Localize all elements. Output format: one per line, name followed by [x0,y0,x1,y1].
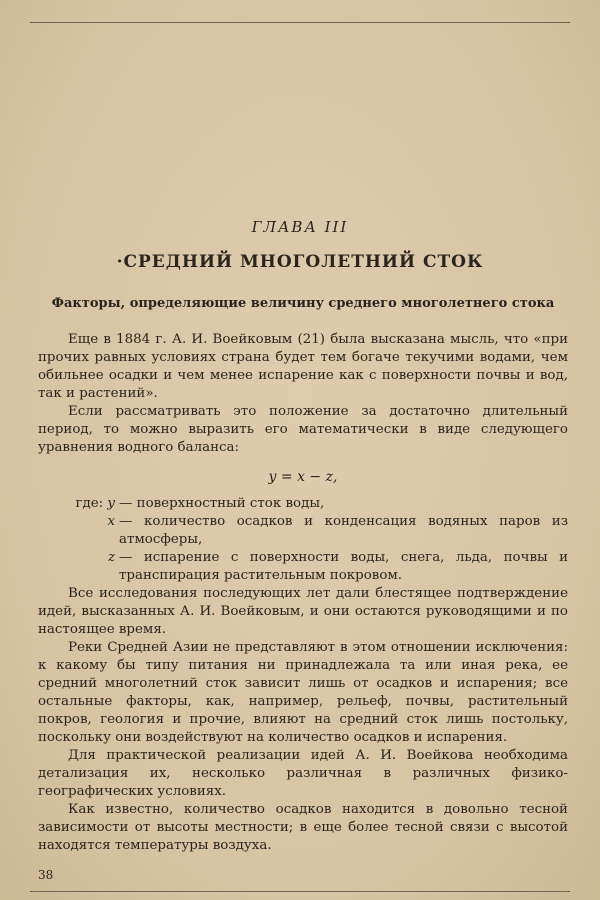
water-balance-equation: y = x − z, [268,469,338,485]
chapter-title: ·СРЕДНИЙ МНОГОЛЕТНИЙ СТОК [116,252,484,272]
paragraph-4: Реки Средней Азии не представляют в этом отношении исключения: к какому бы типу питания ни принадлежала та или иная река, ее средний многолетний сток зависит лишь от осадков и испарения; все остальные факторы, как, например, рельеф, почвы, растительный покров, геология и прочие, влияют на средний сток лишь постольку, поскольку они воздействуют на количество осадков и испарения. [38,640,568,745]
definition-y-text: — поверхностный сток воды, [119,496,325,511]
bottom-rule [30,891,570,892]
definition-x-text: — количество осадков и конденсация водяных паров из атмосферы, [119,514,568,547]
definition-z-text: — испарение с поверхности воды, снега, льда, почвы и транспирация растительным покровом. [119,550,568,583]
symbol-y: y [107,496,115,511]
where-label: где: [75,496,104,511]
definition-y [38,495,568,513]
paragraph-6: Как известно, количество осадков находится в довольно тесной зависимости от высоты местности; в еще более тесной связи с высотой находятся температуры воздуха. [38,802,568,853]
chapter-heading: ГЛАВА III [251,218,349,236]
top-rule [30,22,570,23]
symbol-x: x [107,514,115,529]
paragraph-5: Для практической реализации идей А. И. Воейкова необходима детализация их, несколько различная в различных физико-географических условиях. [38,748,568,799]
symbol-z: z [107,550,115,565]
paragraph-1: Еще в 1884 г. А. И. Воейковым (21) была высказана мысль, что «при прочих равных условиях страна будет тем богаче текучими водами, чем обильнее осадки и чем менее испарение как с поверхности почвы и вод, так и растений». [38,332,568,401]
definitions-list [38,495,568,585]
section-heading: Факторы, определяющие величину среднего многолетнего стока [51,296,555,311]
page-number: 38 [38,868,54,882]
paragraph-2: Если рассматривать это положение за достаточно длительный период, то можно выразить его математически в виде следующего уравнения водного баланса: [38,404,568,455]
body-text [38,331,568,855]
definition-z [38,549,568,585]
paragraph-3: Все исследования последующих лет дали блестящее подтверждение идей, высказанных А. И. Воейковым, и они остаются руководящими и по настоящее время. [38,586,568,637]
definition-x [38,513,568,549]
